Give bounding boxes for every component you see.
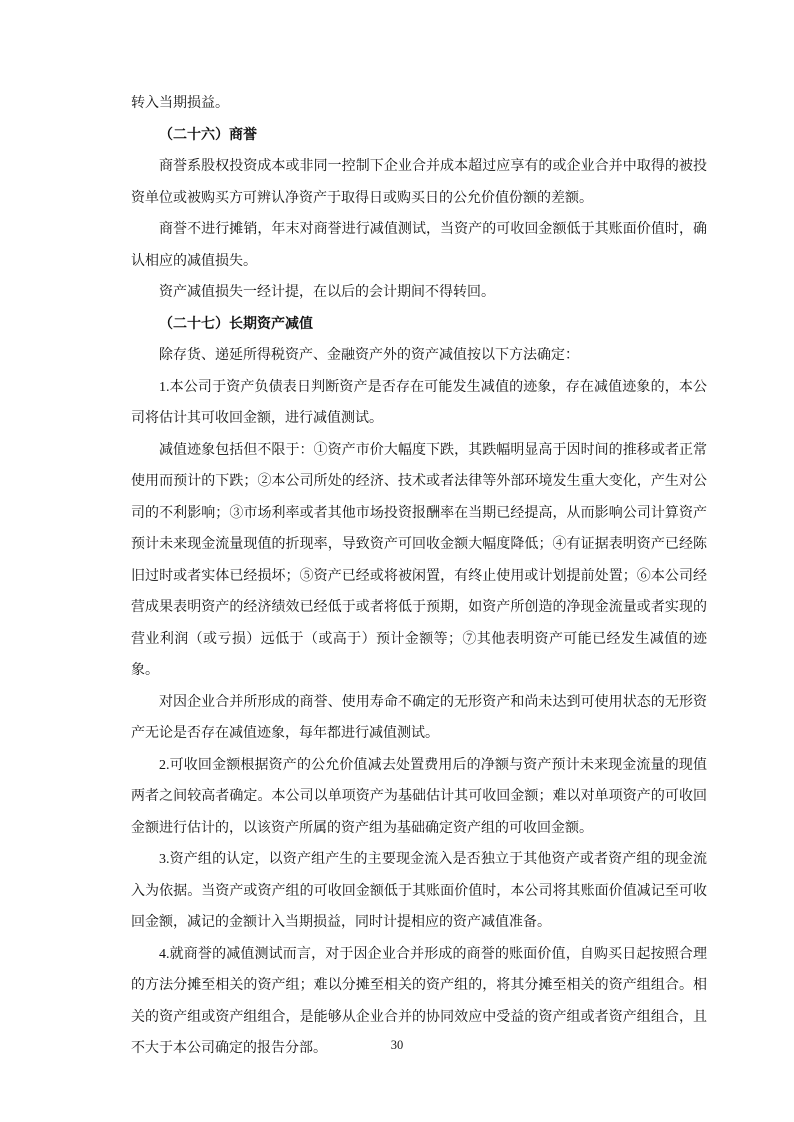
body-paragraph: 商誉不进行摊销，年末对商誉进行减值测试，当资产的可收回金额低于其账面价值时，确认相应的减值损失。 bbox=[131, 222, 707, 269]
body-paragraph: 3.资产组的认定，以资产组产生的主要现金流入是否独立于其他资产或者资产组的现金流入为依据。当资产或资产组的可收回金额低于其账面价值时，本公司将其账面价值减记至可收回金额，减记的金额计入当期损益，同时计提相应的资产减值准备。 bbox=[131, 852, 707, 930]
body-paragraph: 减值迹象包括但不限于：①资产市价大幅度下跌，其跌幅明显高于因时间的推移或者正常使用而预计的下跌；②本公司所处的经济、技术或者法律等外部环境发生重大变化，产生对公司的不利影响；③市场利率或者其他市场投资报酬率在当期已经提高，从而影响公司计算资产预计未来现金流量现值的折现率，导致资产可回收金额大幅度降低；④有证据表明资产已经陈旧过时或者实体已经损坏；⑤资产已经或将被闲置，有终止使用或计划提前处置；⑥本公司经营成果表明资产的经济绩效已经低于或者将低于预期，如资产所创造的净现金流量或者实现的营业利润（或亏损）远低于（或高于）预计金额等；⑦其他表明资产可能已经发生减值的迹象。 bbox=[131, 442, 707, 678]
body-paragraph: 1.本公司于资产负债表日判断资产是否存在可能发生减值的迹象，存在减值迹象的，本公司将估计其可收回金额，进行减值测试。 bbox=[131, 379, 707, 426]
body-paragraph: 2.可收回金额根据资产的公允价值减去处置费用后的净额与资产预计未来现金流量的现值两者之间较高者确定。本公司以单项资产为基础估计其可收回金额；难以对单项资产的可收回金额进行估计的，以该资产所属的资产组为基础确定资产组的可收回金额。 bbox=[131, 757, 707, 836]
body-paragraph: 转入当期损益。 bbox=[131, 96, 229, 111]
document-body bbox=[131, 88, 707, 1065]
body-paragraph: 除存货、递延所得税资产、金融资产外的资产减值按以下方法确定： bbox=[159, 348, 579, 363]
body-paragraph: 商誉系股权投资成本或非同一控制下企业合并成本超过应享有的或企业合并中取得的被投资单位或被购买方可辨认净资产于取得日或购买日的公允价值份额的差额。 bbox=[131, 159, 707, 206]
body-paragraph: 4.就商誉的减值测试而言，对于因企业合并形成的商誉的账面价值，自购买日起按照合理的方法分摊至相关的资产组；难以分摊至相关的资产组的，将其分摊至相关的资产组组合。相关的资产组或资产组组合，是能够从企业合并的协同效应中受益的资产组或者资产组组合，且不大于本公司确定的报告分部。 bbox=[131, 946, 707, 1056]
section-heading: （二十七）长期资产减值 bbox=[159, 316, 313, 332]
section-heading: （二十六）商誉 bbox=[159, 127, 257, 143]
body-paragraph: 对因企业合并所形成的商誉、使用寿命不确定的无形资产和尚未达到可使用状态的无形资产无论是否存在减值迹象，每年都进行减值测试。 bbox=[131, 694, 707, 741]
body-paragraph: 资产减值损失一经计提，在以后的会计期间不得转回。 bbox=[159, 285, 495, 300]
page-number: 30 bbox=[390, 1038, 404, 1052]
